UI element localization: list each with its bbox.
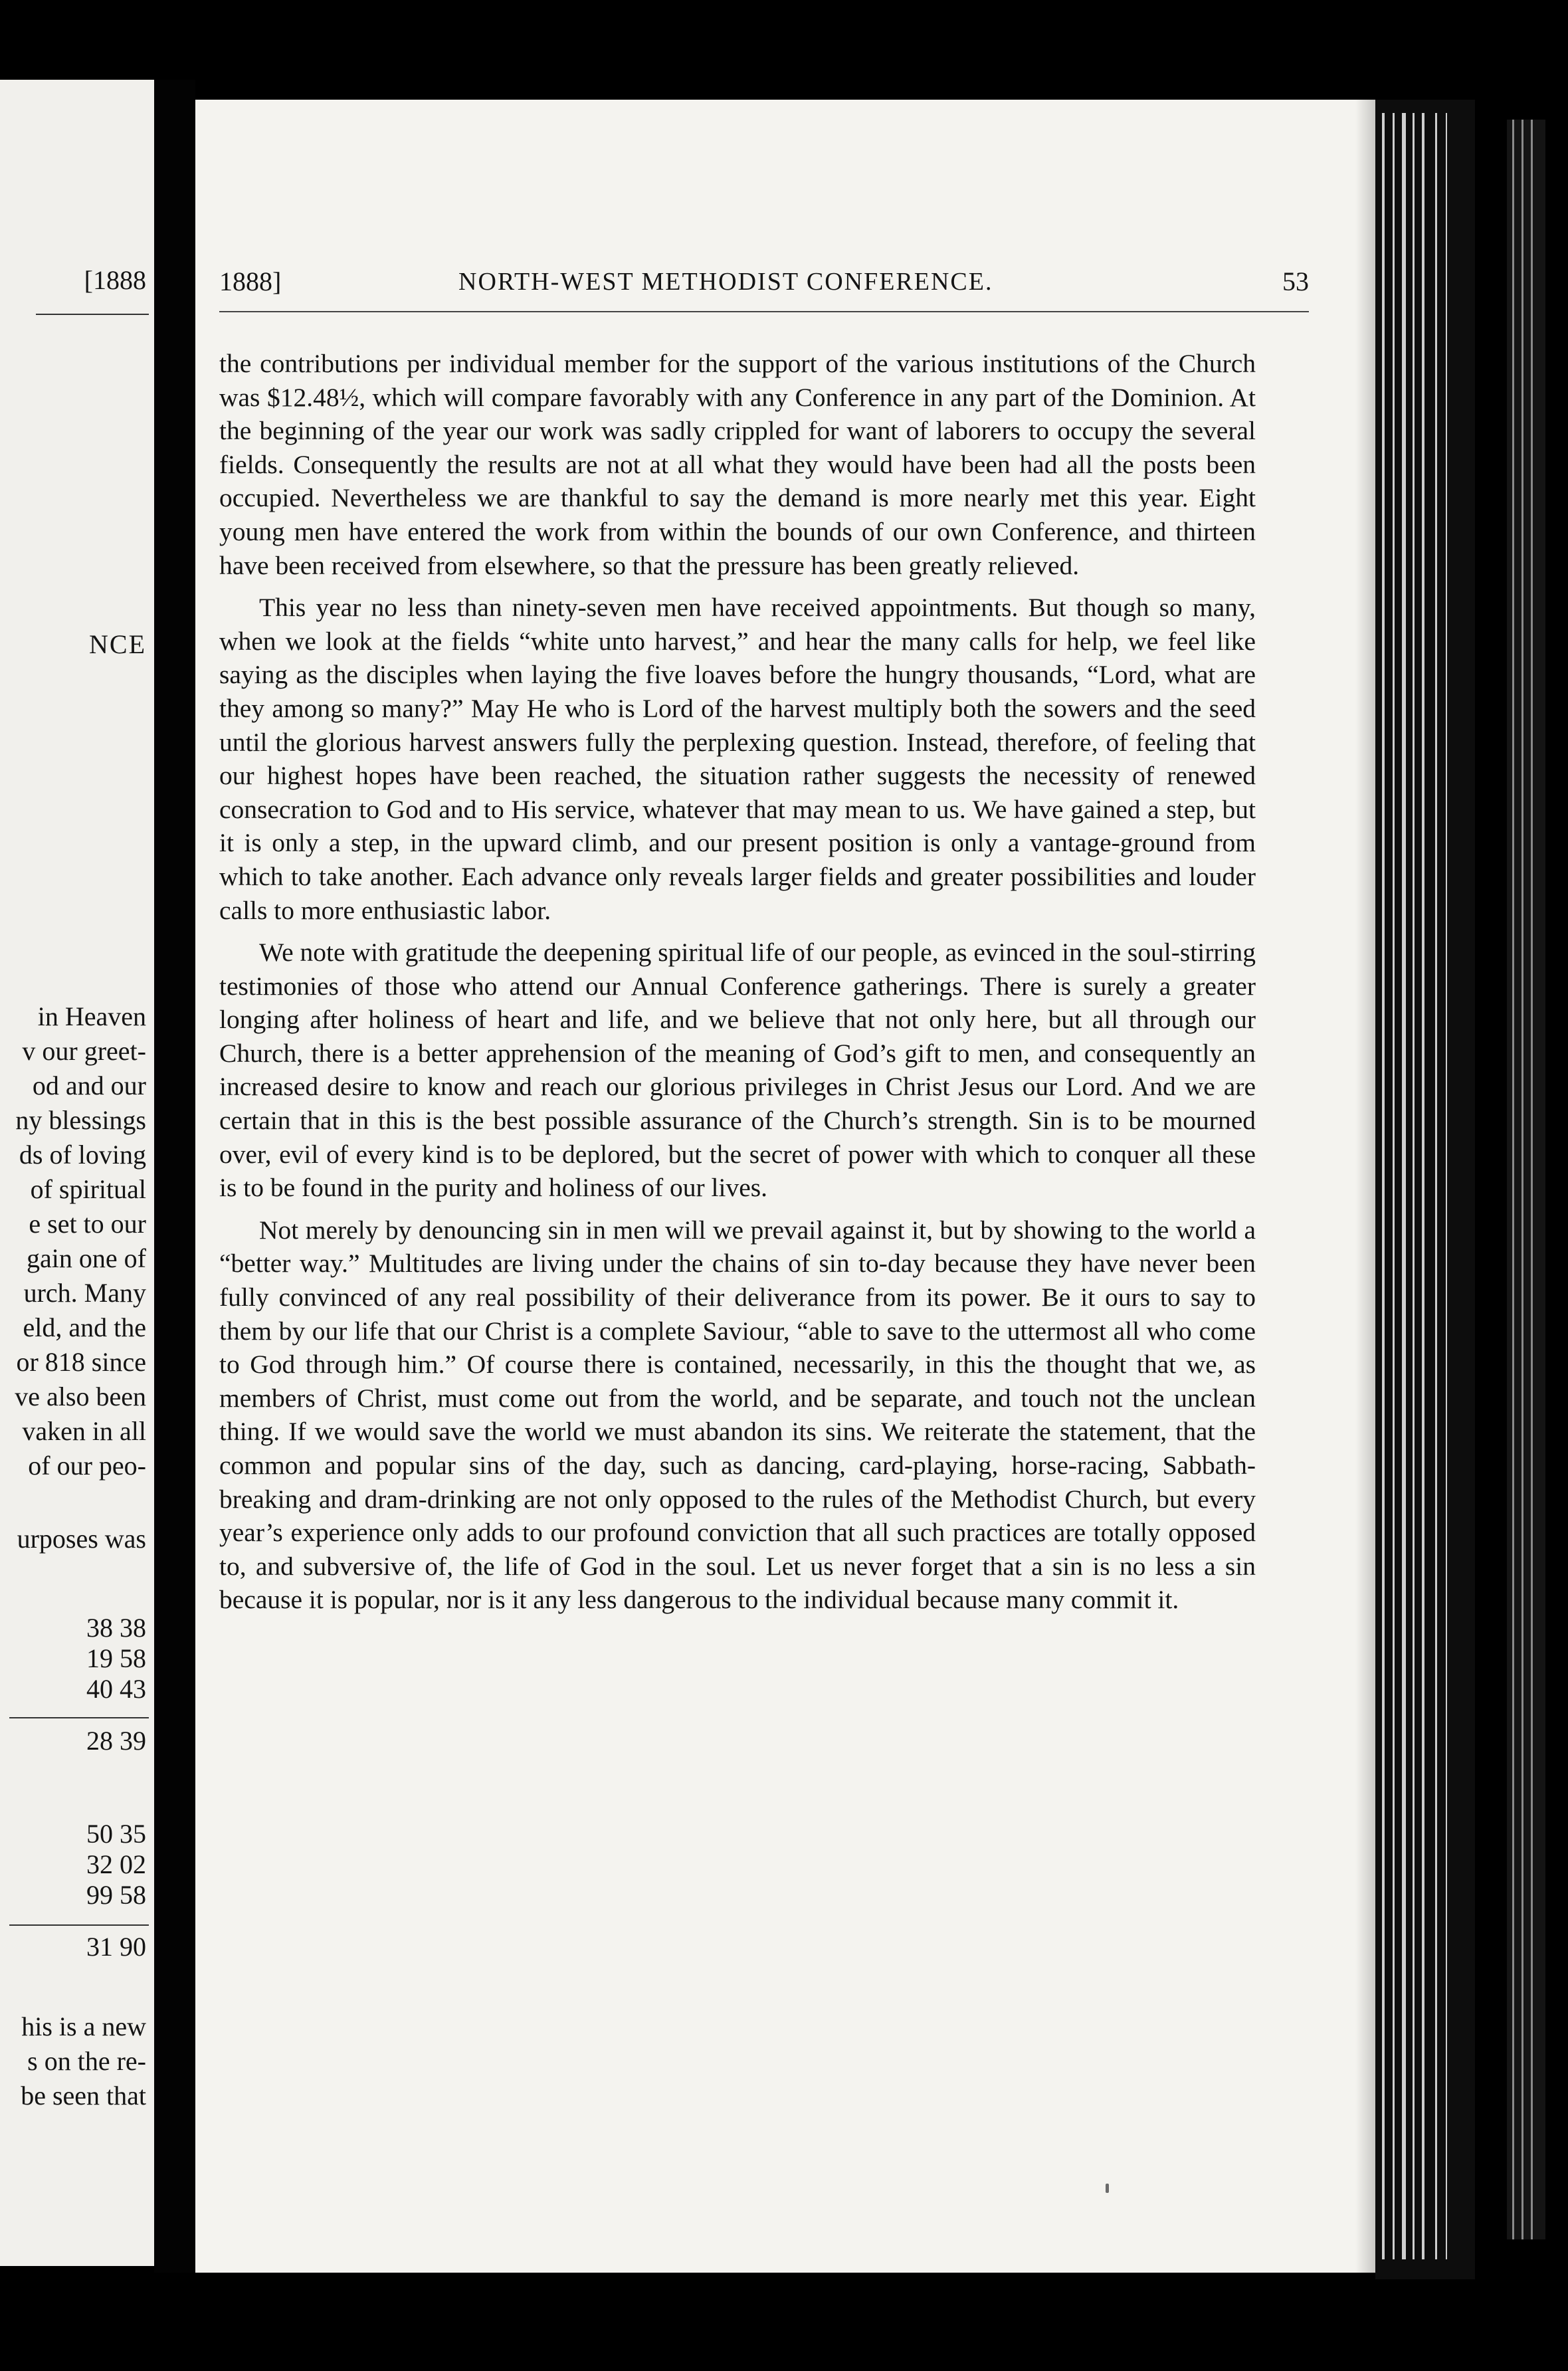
previous-page-line: vaken in all: [22, 1416, 146, 1446]
page-edges: [1375, 100, 1475, 2279]
previous-page-title-fragment: NCE: [89, 629, 146, 659]
previous-page-line: ve also been: [15, 1382, 146, 1411]
header-rule: [219, 311, 1309, 312]
previous-page-line: of our peo-: [28, 1451, 146, 1481]
running-head: [219, 262, 1309, 302]
previous-page-fragment: [0, 80, 154, 2266]
previous-page-line: gain one of: [27, 1243, 146, 1273]
previous-page-figure: 38 38: [86, 1613, 146, 1643]
book-gutter: [154, 80, 195, 2273]
previous-page-line: ds of loving: [19, 1140, 146, 1170]
previous-page-line: s on the re-: [27, 2046, 146, 2076]
paragraph-spiritual-life: We note with gratitude the deepening spiritual life of our people, as evinced in the soul-stirring testimonies of those who attend our Annual Conference gatherings. There is surely a greater longing after holiness of heart and life, and we believe that not only here, but all through our Church, there is a better apprehension of the meaning of God’s gift to men, and consequently an increased desire to know and reach our glorious privileges in Christ Jesus our Lord. And we are certain that in this is the best possible assurance of the Church’s strength. Sin is to be mourned over, evil of every kind is to be deplored, but the secret of power with which to conquer all these is to be found in the purity and holiness of our lives.: [219, 938, 1256, 1203]
previous-page-line: of spiritual: [30, 1174, 146, 1204]
previous-page-line: eld, and the: [23, 1312, 146, 1342]
previous-page-sum-rule: [9, 1924, 149, 1926]
previous-page-header: [1888: [84, 265, 146, 295]
previous-page-total: 31 90: [86, 1932, 146, 1962]
paragraph-appointments: This year no less than ninety-seven men have received appointments. But though so many, when we look at the fields “white unto harvest,” and hear the many calls for help, we feel like saying as the disciples when laying the five loaves before the hungry thousands, “Lord, what are they among so many?” May He who is Lord of the harvest multiply both the sowers and the seed until the glorious harvest answers fully the perplexing question. Instead, therefore, of feeling that our highest hopes have been reached, the situation rather suggests the necessity of renewed consecration to God and to His service, whatever that may mean to us. We have gained a step, but it is only a step, in the upward climb, and our present position is only a vantage-ground from which to take another. Each advance only reveals larger fields and greater possibilities and louder calls to more enthusiastic labor.: [219, 593, 1256, 925]
previous-page-line: in Heaven: [37, 1001, 146, 1031]
page-number: 53: [1282, 266, 1309, 296]
paragraph-better-way: Not merely by denouncing sin in men will we prevail against it, but by showing to the world a “better way.” Multitudes are living under the chains of sin to-day because they have never been fully convinced of any real possibility of their deliverance from its power. Be it ours to say to them by our life that our Christ is a complete Saviour, “able to save to the uttermost all who come to God through him.” Of course there is contained, necessarily, in this the thought that we, as members of Christ, must come out from the world, and be separate, and touch not the unclean thing. If we would save the world we must abandon its sins. We reiterate the statement, that the common and popular sins of the day, such as dancing, card-playing, horse-racing, Sabbath-breaking and dram-drinking are not only opposed to the rules of the Methodist Church, but every year’s experience only adds to our profound conviction that all such practices are totally opposed to, and subversive of, the life of God in the soul. Let us never forget that a sin is no less a sin because it is popular, nor is it any less dangerous to the individual because many commit it.: [219, 1215, 1256, 1615]
previous-page-line: his is a new: [21, 2011, 146, 2041]
previous-page-total: 28 39: [86, 1726, 146, 1756]
previous-page-figure: 99 58: [86, 1880, 146, 1910]
previous-page-figure: 50 35: [86, 1819, 146, 1849]
previous-page-figure: 32 02: [86, 1849, 146, 1879]
printer-mark: [1106, 2184, 1109, 2193]
page-53: [195, 100, 1375, 2273]
page-edge-shadow: [1355, 100, 1375, 2273]
book-cover-edge: [1507, 120, 1545, 2239]
previous-page-line: od and our: [32, 1071, 146, 1100]
previous-page-line: ny blessings: [15, 1105, 146, 1135]
previous-page-line: urch. Many: [23, 1278, 146, 1308]
running-head-title: NORTH-WEST METHODIST CONFERENCE.: [458, 268, 993, 296]
previous-page-line: e set to our: [29, 1209, 146, 1239]
previous-page-line: or 818 since: [16, 1347, 146, 1377]
previous-page-figure: 40 43: [86, 1674, 146, 1704]
previous-page-line: urposes was: [17, 1524, 146, 1554]
previous-page-line: be seen that: [21, 2081, 146, 2111]
body-text: [219, 347, 1256, 1625]
running-head-year: 1888]: [219, 266, 282, 296]
previous-page-header-rule: [36, 314, 149, 315]
previous-page-line: v our greet-: [22, 1036, 146, 1066]
previous-page-figure: 19 58: [86, 1643, 146, 1673]
previous-page-sum-rule: [9, 1717, 149, 1718]
paragraph-continuation: the contributions per individual member for the support of the various institutions of the Church was $12.48½, which will compare favorably with any Conference in any part of the Dominion. At the beginning of the year our work was sadly crippled for want of laborers to occupy the several fields. Consequently the results are not at all what they would have been had all the posts been occupied. Nevertheless we are thankful to say the demand is more nearly met this year. Eight young men have entered the work from within the bounds of our own Conference, and thirteen have been received from elsewhere, so that the pressure has been greatly relieved.: [219, 349, 1256, 580]
